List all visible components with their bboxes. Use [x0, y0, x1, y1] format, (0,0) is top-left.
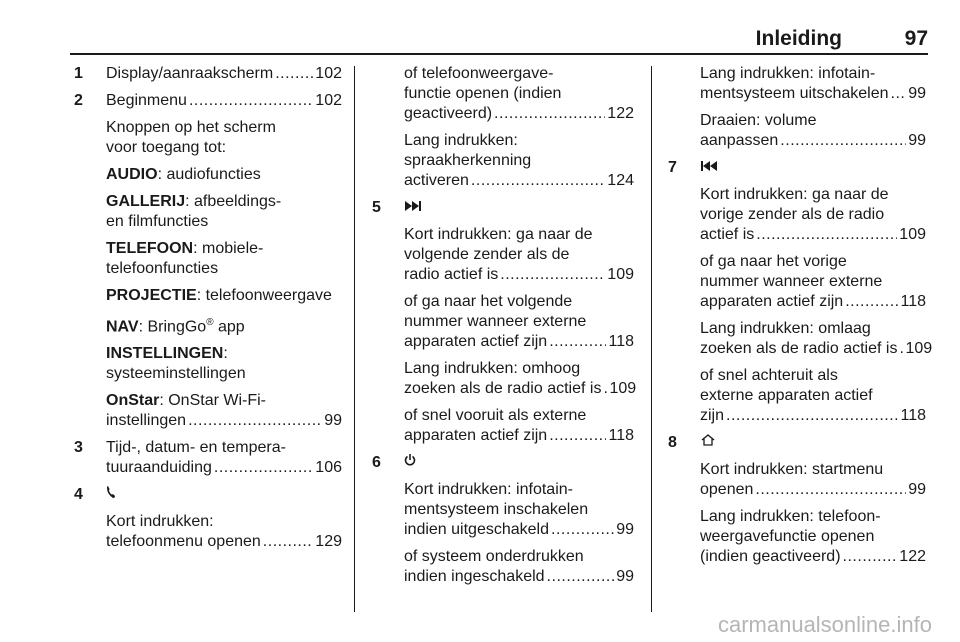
menu-gallerij: GALLERIJ: afbeeldings- en filmfuncties: [106, 193, 282, 230]
page-ref[interactable]: 122: [899, 548, 926, 565]
menu-instellingen: INSTELLINGEN: systeeminstellingen: [106, 345, 246, 383]
item-3: 3 Tijd-, datum- en tempera- tuuraanduiding ..... 106: [74, 438, 342, 478]
continued-entry: Lang indrukken: spraakherkenning activeren ..... 124: [372, 131, 634, 191]
item-number: 6: [372, 454, 381, 471]
column-1: [74, 64, 342, 559]
column-2: [372, 64, 637, 594]
column-3: [668, 64, 933, 574]
home-icon: [700, 433, 716, 453]
continued-entry: Lang indrukken: infotain- mentsysteem uitschakelen ..... 99: [668, 64, 926, 104]
page-ref[interactable]: 102: [315, 65, 342, 82]
menu-telefoon: TELEFOON: mobiele- telefoonfuncties: [106, 240, 264, 277]
page-ref[interactable]: 109: [899, 226, 926, 243]
page-ref[interactable]: 109: [609, 380, 637, 397]
continued-entry: of telefoonweergave- functie openen (indien geactiveerd) ..... 122: [372, 64, 634, 124]
power-icon: [404, 453, 416, 473]
intro-text: Knoppen op het scherm voor toegang tot:: [106, 119, 276, 156]
item-6: 6 Kort indrukken: infotain- mentsysteem inschakelen indien uitgeschakeld ..... 99 of systeem onderdrukken indien ingeschakeld ..... 99: [372, 453, 634, 594]
item-1: [74, 64, 342, 84]
item-number: 4: [74, 486, 83, 504]
column-divider: [651, 66, 652, 612]
item-number: 5: [372, 199, 381, 216]
phone-icon: [106, 485, 116, 505]
page-ref[interactable]: 129: [315, 533, 342, 551]
item-number: 3: [74, 439, 83, 457]
index-entry: Beginmenu ..... 102: [106, 91, 342, 111]
page-ref[interactable]: 99: [616, 521, 634, 538]
menu-onstar: OnStar: OnStar Wi-Fi- instellingen ..... 99: [106, 391, 342, 431]
page-ref[interactable]: 99: [616, 568, 634, 585]
page-ref[interactable]: 118: [900, 407, 926, 424]
page-header: [70, 27, 928, 55]
item-2: [74, 91, 342, 438]
page-ref[interactable]: 122: [607, 105, 634, 122]
menu-nav: NAV: BringGo® app: [106, 317, 245, 336]
page-number: 97: [904, 27, 928, 50]
page-title: Inleiding: [755, 27, 842, 50]
item-5: 5 Kort indrukken: ga naar de volgende zender als de radio actief is ..... 109 of ga naar het volgende nummer wanneer externe apparaten actief zijn ..... 118 Lang indrukken: omhoog zoeken als de radio actief is ..... 109 of snel vooruit als externe apparaten actief zijn ..... 118: [372, 198, 634, 453]
skip-next-icon: [404, 198, 422, 218]
menu-projectie: PROJECTIE: telefoonweergave: [106, 287, 332, 304]
page-ref[interactable]: 99: [324, 412, 342, 430]
page-ref[interactable]: 118: [608, 427, 634, 444]
page-ref[interactable]: 102: [315, 92, 342, 109]
continued-entry: Draaien: volume aanpassen ..... 99: [668, 111, 926, 151]
page-ref[interactable]: 109: [905, 340, 933, 357]
column-divider: [354, 66, 355, 612]
skip-previous-icon: [700, 158, 718, 178]
watermark: carmanualsonline.info: [717, 612, 932, 637]
page-ref[interactable]: 106: [315, 459, 342, 477]
item-number: 1: [74, 65, 83, 82]
menu-audio: AUDIO: audiofuncties: [106, 166, 261, 183]
page-ref[interactable]: 99: [908, 481, 926, 498]
page-ref[interactable]: 109: [607, 266, 634, 283]
item-number: 7: [668, 159, 677, 176]
page-ref[interactable]: 99: [908, 85, 926, 102]
page-ref[interactable]: 118: [900, 293, 926, 310]
page-ref[interactable]: 124: [607, 172, 634, 189]
page-ref[interactable]: 118: [608, 333, 634, 350]
item-7: 7 Kort indrukken: ga naar de vorige zender als de radio actief is ..... 109 of ga naar het vorige nummer wanneer externe apparaten actief zijn ..... 118 Lang indrukken: omlaag zoeken als de radio actief is ..... 109 of snel achteruit als externe apparaten actief zijn ..... 118: [668, 158, 926, 433]
item-number: 8: [668, 434, 677, 451]
index-entry: Display/aanraakscherm ..... 102: [106, 64, 342, 84]
item-8: 8 Kort indrukken: startmenu openen ..... 99 Lang indrukken: telefoon- weergavefunctie openen (indien geactiveerd) ..... 122: [668, 433, 926, 574]
item-number: 2: [74, 92, 83, 109]
page-ref[interactable]: 99: [908, 132, 926, 149]
item-4: 4 Kort indrukken: telefoonmenu openen ..... 129: [74, 485, 342, 559]
